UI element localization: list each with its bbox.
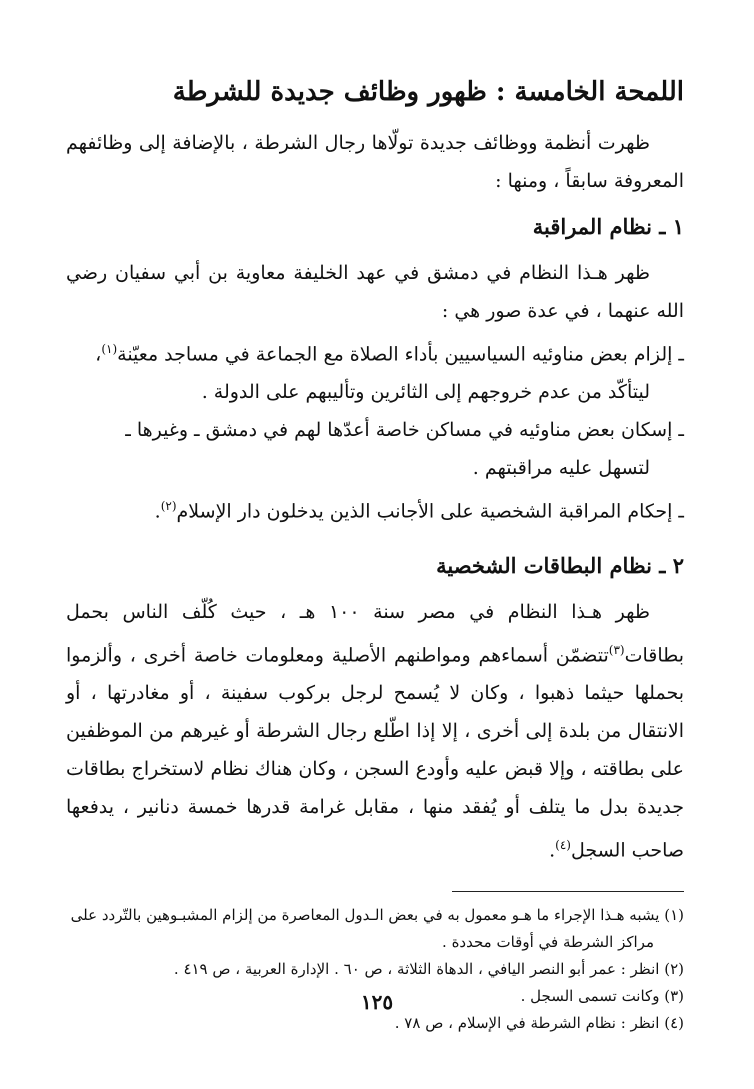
footnote: (٢) انظر : عمر أبو النصر اليافي ، الدهاة الثلاثة ، ص ٦٠ . الإدارة العربية ، ص ٤١٩ .	[173, 960, 684, 979]
bullet-item: ـ إلزام بعض مناوئيه السياسيين بأداء الصلاة مع الجماعة في مساجد معيّنة$^{(١)}$، ليتأكّد من عدم خروجهم إلى الثائرين وتأليبهم على الدولة .	[95, 342, 684, 404]
footnote-ref: (٤)	[555, 837, 571, 852]
subheading-id-cards: ٢ ـ نظام البطاقات الشخصية	[436, 552, 684, 578]
bullet-item: ـ إسكان بعض مناوئيه في مساكن خاصة أعدّها لهم في دمشق ـ وغيرها ـ لتسهل عليه مراقبتهم .	[125, 419, 684, 480]
intro-paragraph: ظهرت أنظمة ووظائف جديدة تولّاها رجال الشرطة ، بالإضافة إلى وظائفهم المعروفة سابقاً ، ومنها :	[66, 132, 684, 192]
subheading-surveillance: ١ ـ نظام المراقبة	[532, 214, 684, 239]
surveillance-paragraph: ظهر هـذا النظام في دمشق في عهد الخليفة معاوية بن أبي سفيان رضي الله عنهما ، في عدة صور هي :	[66, 262, 684, 322]
page-number: ١٢٥	[360, 990, 394, 1014]
id-cards-paragraph: ظهر هـذا النظام في مصر سنة ١٠٠ هـ ، حيث كُلّف الناس بحمل بطاقات$^{(٣)}$تتضمّن أسماءهم ومواطنهم الأصلية ومعلومات خاصة أخرى ، وألزموا بحملها حيثما ذهبوا ، وكان لا يُسمح لرجل بركوب سفينة ، أو مغادرتها ، أو الانتقال من بلدة إلى أخرى ، إلا إذا اطّلع رجال الشرطة أو غيرهم من الموظفين على بطاقته ، وإلا قبض عليه وأودع السجن ، وكان هناك نظام لاستخراج بطاقات جديدة بدل ما يتلف أو يُفقد منها ، مقابل غرامة قدرها خمسة دنانير ، يدفعها صاحب السجل$^{(٤)}$.	[66, 600, 684, 862]
footnote-ref: (٢)	[160, 499, 177, 514]
footnote-ref: (١)	[101, 342, 118, 356]
section-title: اللمحة الخامسة : ظهور وظائف جديدة للشرطة	[172, 77, 684, 107]
footnote-divider	[452, 891, 684, 892]
footnote: (٤) انظر : نظام الشرطة في الإسلام ، ص ٧٨ .	[394, 1014, 684, 1033]
bullet-item: ـ إحكام المراقبة الشخصية على الأجانب الذين يدخلون دار الإسلام$^{(٢)}$.	[154, 499, 684, 523]
footnote: (٣) وكانت تسمى السجل .	[520, 987, 684, 1006]
footnote-ref: (٣)	[608, 642, 625, 657]
footnote: (١) يشبه هـذا الإجراء ما هـو معمول به في بعض الـدول المعاصرة من إلزام المشبـوهين بالتّردد على مراكز الشرطة في أوقات محددة .	[70, 906, 684, 952]
